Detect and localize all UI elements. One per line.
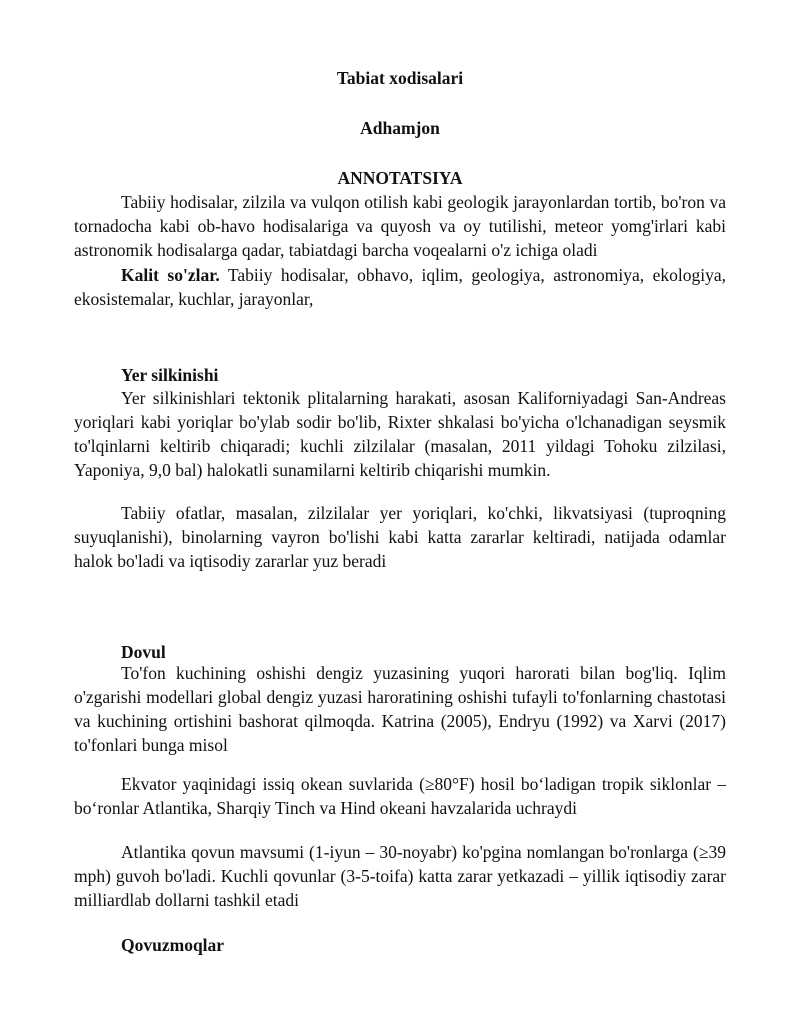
section-heading-storm: Dovul	[121, 642, 166, 662]
storm-paragraph-1: To'fon kuchining oshishi dengiz yuzasining yuqori harorati bilan bog'liq. Iqlim o'zgarishi modellari global dengiz yuzasi haroratining oshishi tufayli to'fonlarning chastotasi va kuchining ortishini bashorat qilmoqda. Katrina (2005), Endryu (1992) va Xarvi (2017) to'fonlari bunga misol	[74, 663, 726, 755]
keywords-text: Tabiiy hodisalar, obhavo, iqlim, geologiya, astronomiya, ekologiya, ekosistemalar, kuchlar, jarayonlar,	[74, 265, 726, 309]
annotation-heading: ANNOTATSIYA	[337, 168, 463, 188]
author-name: Adhamjon	[360, 118, 440, 138]
earthquake-paragraph-1: Yer silkinishlari tektonik plitalarning harakati, asosan Kaliforniyadagi San-Andreas yoriqlari kabi yoriqlar bo'ylab sodir bo'lib, Rixter shkalasi bo'yicha o'lchanadigan seysmik to'lqinlarni keltirib chiqaradi; kuchli zilzilalar (masalan, 2011 yildagi Tohoku zilzilasi, Yaponiya, 9,0 bal) halokatli sunamilarni keltirib chiqarishi mumkin.	[74, 388, 726, 480]
document-title: Tabiat xodisalari	[336, 68, 464, 88]
keywords-paragraph	[74, 263, 726, 311]
annotation-paragraph: Tabiiy hodisalar, zilzila va vulqon otilish kabi geologik jarayonlardan tortib, bo'ron va tornadocha kabi ob-havo hodisalariga va quyosh va oy tutilishi, meteor yomg'irlari kabi astronomik hodisalarga qadar, tabiatdagi barcha voqealarni o'z ichiga oladi	[74, 192, 726, 260]
earthquake-paragraph-2: Tabiiy ofatlar, masalan, zilzilalar yer yoriqlari, ko'chki, likvatsiyasi (tuproqning suyuqlanishi), binolarning vayron bo'lishi kabi katta zararlar keltiradi, natijada odamlar halok bo'ladi va iqtisodiy zararlar yuz beradi	[74, 503, 726, 571]
storm-paragraph-3: Atlantika qovun mavsumi (1-iyun – 30-noyabr) ko'pgina nomlangan bo'ronlarga (≥39 mph) guvoh bo'ladi. Kuchli qovunlar (3-5-toifa) katta zarar yetkazadi – yillik iqtisodiy zarar milliardlab dollarni tashkil etadi	[74, 842, 726, 910]
keywords-label: Kalit so'zlar.	[121, 265, 220, 285]
section-heading-earthquake: Yer silkinishi	[121, 365, 219, 385]
section-heading-tornado: Qovuzmoqlar	[121, 935, 225, 955]
storm-paragraph-2: Ekvator yaqinidagi issiq okean suvlarida (≥80°F) hosil boʻladigan tropik siklonlar – boʻronlar Atlantika, Sharqiy Tinch va Hind okeani havzalarida uchraydi	[74, 774, 726, 818]
